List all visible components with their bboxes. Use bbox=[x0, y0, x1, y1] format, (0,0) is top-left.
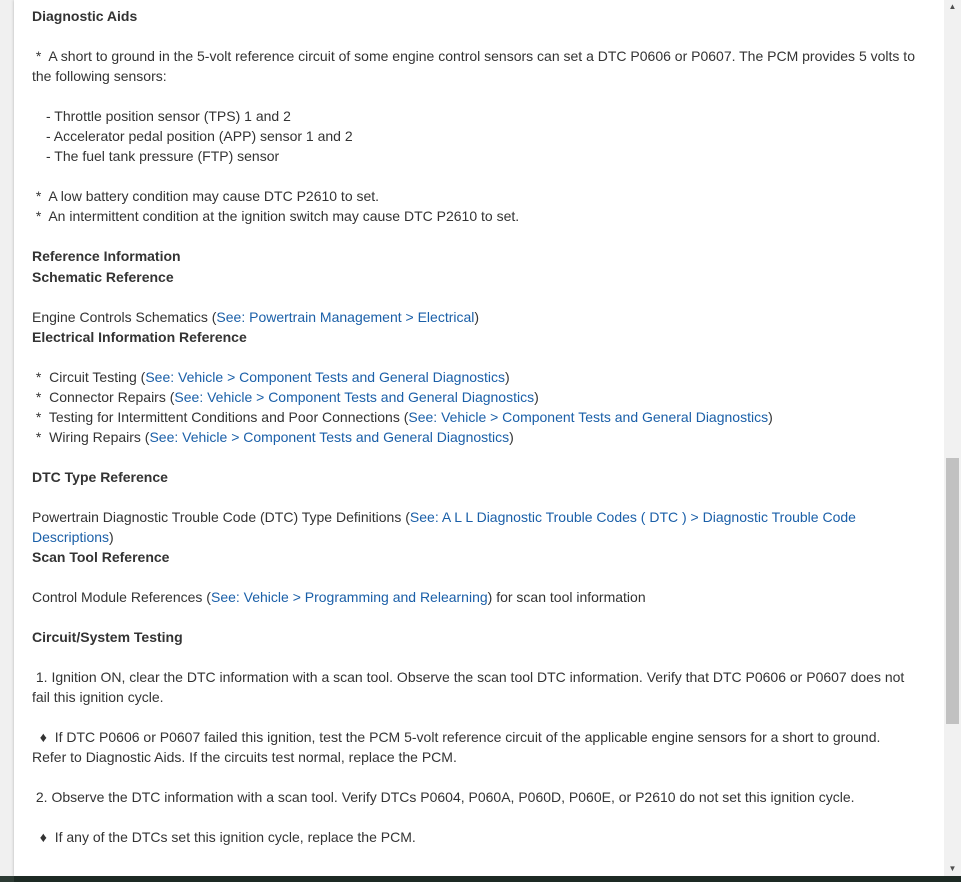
dtc-type-suffix: ) bbox=[109, 529, 114, 545]
electrical-item-suffix: ) bbox=[534, 389, 539, 405]
electrical-item-suffix: ) bbox=[509, 429, 514, 445]
section-heading-dtc-type-reference: DTC Type Reference bbox=[32, 469, 168, 485]
step-1-sub-line-2: Refer to Diagnostic Aids. If the circuits test normal, replace the PCM. bbox=[32, 749, 457, 765]
electrical-item-prefix: * Connector Repairs ( bbox=[32, 389, 175, 405]
dtc-type-prefix: Powertrain Diagnostic Trouble Code (DTC) Type Definitions ( bbox=[32, 509, 410, 525]
list-item-electrical bbox=[32, 427, 932, 447]
step-1-sub-line-1: ♦ If DTC P0606 or P0607 failed this ignition, test the PCM 5-volt reference circuit of the applicable engine sensors for a short to ground. bbox=[32, 729, 881, 745]
bottom-edge-accent bbox=[0, 876, 14, 882]
list-item-note: * An intermittent condition at the ignition switch may cause DTC P2610 to set. bbox=[32, 208, 520, 224]
diagnostic-aids-intro-line-2: the following sensors: bbox=[32, 68, 167, 84]
dtc-descriptions-link-cont[interactable]: Descriptions bbox=[32, 529, 110, 545]
scroll-up-arrow-icon[interactable]: ▲ bbox=[948, 2, 957, 11]
step-1-line-2: fail this ignition cycle. bbox=[32, 689, 164, 705]
schematic-link[interactable]: See: Powertrain Management > Electrical bbox=[216, 309, 475, 325]
section-heading-diagnostic-aids: Diagnostic Aids bbox=[32, 8, 138, 24]
component-tests-link[interactable]: See: Vehicle > Component Tests and General Diagnostics bbox=[149, 429, 510, 445]
list-item-sensor: - The fuel tank pressure (FTP) sensor bbox=[46, 148, 280, 164]
component-tests-link[interactable]: See: Vehicle > Component Tests and General Diagnostics bbox=[145, 369, 506, 385]
scrollbar-thumb[interactable] bbox=[946, 458, 959, 724]
scan-tool-reference-line bbox=[32, 587, 932, 607]
list-item-electrical bbox=[32, 407, 932, 427]
step-2-sub-line: ♦ If any of the DTCs set this ignition cycle, replace the PCM. bbox=[32, 829, 416, 845]
schematic-suffix: ) bbox=[474, 309, 480, 325]
scan-tool-suffix: ) for scan tool information bbox=[487, 589, 646, 605]
dtc-type-reference-line bbox=[32, 507, 932, 547]
programming-relearning-link[interactable]: See: Vehicle > Programming and Relearning bbox=[210, 589, 488, 605]
component-tests-link[interactable]: See: Vehicle > Component Tests and General Diagnostics bbox=[174, 389, 535, 405]
section-heading-schematic-reference: Schematic Reference bbox=[32, 269, 174, 285]
step-2-line: 2. Observe the DTC information with a scan tool. Verify DTCs P0604, P060A, P060D, P060E, or P2610 do not set this ignition cycle. bbox=[32, 789, 855, 805]
dtc-descriptions-link[interactable]: See: A L L Diagnostic Trouble Codes ( DTC ) > Diagnostic Trouble Code bbox=[409, 509, 856, 525]
schematic-reference-line bbox=[32, 307, 932, 327]
list-item-electrical bbox=[32, 387, 932, 407]
list-item-electrical bbox=[32, 367, 932, 387]
partial-line bbox=[32, 0, 932, 2]
bottom-edge-bar bbox=[0, 876, 961, 882]
document-content bbox=[32, 0, 932, 847]
electrical-item-prefix: * Circuit Testing ( bbox=[32, 369, 146, 385]
scroll-down-arrow-icon[interactable]: ▼ bbox=[948, 864, 957, 873]
electrical-item-prefix: * Wiring Repairs ( bbox=[32, 429, 150, 445]
electrical-item-prefix: * Testing for Intermittent Conditions and Poor Connections ( bbox=[32, 409, 409, 425]
vertical-scrollbar[interactable] bbox=[944, 0, 961, 876]
document-viewer bbox=[14, 0, 944, 876]
schematic-prefix: Engine Controls Schematics ( bbox=[32, 309, 217, 325]
list-item-sensor: - Throttle position sensor (TPS) 1 and 2 bbox=[46, 108, 291, 124]
electrical-item-suffix: ) bbox=[505, 369, 510, 385]
diagnostic-aids-intro-line-1: * A short to ground in the 5-volt reference circuit of some engine control sensors can set a DTC P0606 or P0607. The PCM provides 5 volts to bbox=[32, 48, 915, 64]
list-item-sensor: - Accelerator pedal position (APP) sensor 1 and 2 bbox=[46, 128, 353, 144]
section-heading-scan-tool-reference: Scan Tool Reference bbox=[32, 549, 170, 565]
list-item-note: * A low battery condition may cause DTC P2610 to set. bbox=[32, 188, 380, 204]
electrical-item-suffix: ) bbox=[768, 409, 773, 425]
component-tests-link[interactable]: See: Vehicle > Component Tests and General Diagnostics bbox=[408, 409, 769, 425]
section-heading-circuit-system-testing: Circuit/System Testing bbox=[32, 629, 183, 645]
scan-tool-prefix: Control Module References ( bbox=[32, 589, 211, 605]
section-heading-electrical-information: Electrical Information Reference bbox=[32, 329, 247, 345]
step-1-line-1: 1. Ignition ON, clear the DTC information with a scan tool. Observe the scan tool DTC information. Verify that DTC P0606 or P0607 does not bbox=[32, 669, 905, 685]
section-heading-reference-information: Reference Information bbox=[32, 248, 181, 264]
